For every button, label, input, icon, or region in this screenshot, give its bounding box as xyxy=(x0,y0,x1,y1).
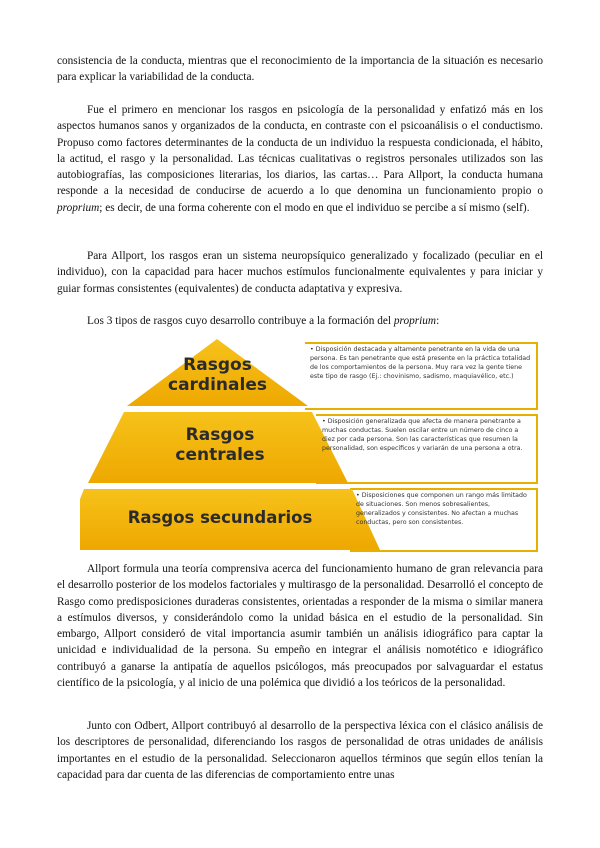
paragraph-3: Para Allport, los rasgos eran un sistema neuropsíquico generalizado y focalizado (peculiar en el individuo), con la capacidad para hacer muchos estímulos funcionalmente equivalentes y para iniciar y guiar formas consistentes (equivalentes) de conducta adaptativa y expresiva. xyxy=(57,250,543,295)
paragraph-1: consistencia de la conducta, mientras que el reconocimiento de la importancia de la situación es necesario para explicar la variabilidad de la conducta. xyxy=(57,55,543,84)
caption-text-a: Los 3 tipos de rasgos cuyo desarrollo contribuye a la formación del xyxy=(87,315,394,327)
label-cardinales-line1: Rasgos xyxy=(183,355,252,375)
description-centrales: • Disposición generalizada que afecta de manera penetrante a muchas conductas. Suelen oscilar entre un número de cinco a diez por cada persona. Son las características que resumen la personalidad, son específicos y variarán de una persona a otra. xyxy=(322,418,523,452)
label-centrales-line1: Rasgos xyxy=(185,425,255,445)
description-secundarios: • Disposiciones que componen un rango más limitado de situaciones. Son menos sobresalientes, generalizados y consistentes. No afectan a muchas conductas, pero son consistentes. xyxy=(356,492,527,526)
paragraph-2 xyxy=(57,102,543,216)
paragraph-2-text-a: Fue el primero en mencionar los rasgos en psicología de la personalidad y enfatizó más en los aspectos humanos sanos y organizados de la conducta, en contraste con el psicoanálisis o el conductismo. Propuso como factores determinantes de la conducta de un individuo la respuesta condicionada, el hábito, la actitud, el rasgo y la personalidad. Las técnicas cualitativas o registros personales utilizados son las autobiografías, las composiciones literarias, los diarios, las cartas… Para Allport, la conducta humana responde a la necesidad de conducirse de acuerdo a lo que denomina un funcionamiento propio o xyxy=(57,104,543,198)
label-centrales xyxy=(145,425,295,465)
caption-emphasis: proprium xyxy=(393,315,437,327)
description-cardinales: • Disposición destacada y altamente penetrante en la vida de una persona. Es tan penetrante que está presente en la práctica totalidad de los comportamientos de la persona. Muy rara vez la gente tiene este tipo de rasgo (Ej.: chovinismo, sadismo, maquiavélico, etc.) xyxy=(310,346,531,380)
caption-text-b: : xyxy=(436,315,440,327)
traits-pyramid-figure xyxy=(80,338,540,551)
paragraph-5: Junto con Odbert, Allport contribuyó al desarrollo de la perspectiva léxica con el clásico análisis de los descriptores de personalidad, diferenciando los rasgos de personalidad de otras unidades de análisis importantes en el estudio de la personalidad. Seleccionaron aquellos términos que según ellos tenían la capacidad para dar cuenta de las diferencias de comportamiento entre unas xyxy=(57,720,543,781)
paragraph-2-text-b: ; es decir, de una forma coherente con el modo en que el individuo se percibe a sí mismo (self). xyxy=(99,201,530,214)
paragraph-2-emphasis: proprium xyxy=(57,201,100,214)
figure-caption xyxy=(87,313,439,329)
label-cardinales-line2: cardinales xyxy=(168,375,267,395)
label-centrales-line2: centrales xyxy=(175,445,265,465)
label-secundarios: Rasgos secundarios xyxy=(127,508,313,527)
label-cardinales xyxy=(150,355,285,395)
paragraph-4: Allport formula una teoría comprensiva acerca del funcionamiento humano de gran relevancia para el desarrollo posterior de los modelos factoriales y multirasgo de la personalidad. Desarrolló el concepto de Rasgo como predisposiciones duraderas consistentes, orientadas a responder de la misma o similar manera a estímulos diversos, y considerándolo como la unidad básica en el estudio de la personalidad. Sin embargo, Allport consideró de vital importancia asumir también un análisis idiográfico para captar la unicidad e individualidad de la persona. Su empeño en integrar el análisis nomotético e idiográfico contribuyó a ganarse la antipatía de aquellos psicólogos, más preocupados por salvaguardar el estatus científico de la psicología, y al inicio de una polémica que dividió a los teóricos de la personalidad. xyxy=(57,563,543,690)
